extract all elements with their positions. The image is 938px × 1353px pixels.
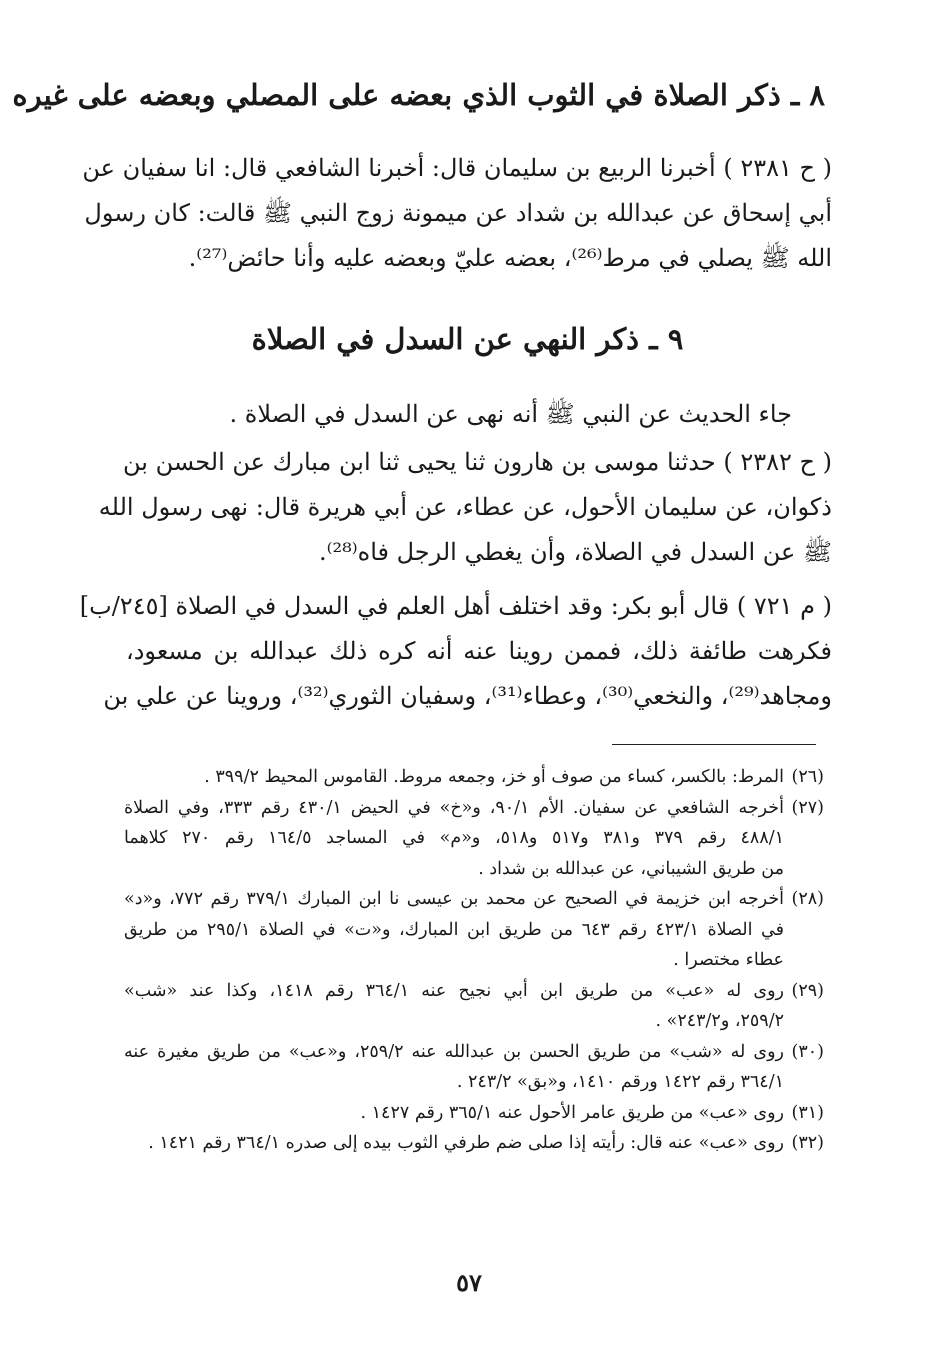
- footnote-27: [124, 793, 824, 885]
- text-line: جاء الحديث عن النبي ﷺ أنه نهى عن السدل في الصلاة .: [229, 400, 792, 428]
- footnote-number: (٢٩): [791, 980, 824, 1001]
- footnote-26: [124, 762, 824, 793]
- footnote-number: (٣٢): [791, 1133, 824, 1153]
- footnote-number: (٢٧): [791, 797, 824, 818]
- text-line: ﷺ عن السدل في الصلاة، وأن يغطي الرجل فاه⁽²⁸⁾.: [318, 538, 832, 566]
- footnote-line: ٢٥٩/٢، و٢٤٣/٢» .: [655, 1011, 784, 1031]
- page-number: ٥٧: [456, 1268, 482, 1297]
- footnote-line: في الصلاة ٤٢٣/١ رقم ٦٤٣ من طريق ابن المبارك، و«ت» في الصلاة ٢٩٥/١ من طريق: [124, 919, 784, 940]
- footnote-line: من طريق الشيباني، عن عبدالله بن شداد .: [478, 858, 784, 879]
- intro-paragraph: [126, 392, 832, 437]
- footnote-divider: [612, 744, 816, 745]
- footnote-32: [124, 1128, 824, 1159]
- issue-721-paragraph: [79, 584, 832, 719]
- footnote-line: المرط: بالكسر، كساء من صوف أو خز، وجمعه مروط. القاموس المحيط ٣٩٩/٢ .: [204, 767, 784, 787]
- text-line: الله ﷺ يصلي في مرط⁽²⁶⁾، بعضه عليّ وبعضه عليه وأنا حائض⁽²⁷⁾.: [188, 244, 832, 272]
- footnote-line: روى «عب» عنه قال: رأيته إذا صلى ضم طرفي الثوب بيده إلى صدره ٣٦٤/١ رقم ١٤٢١ .: [148, 1133, 784, 1153]
- footnote-29: [124, 976, 824, 1037]
- text-line: ( م ٧٢١ ) قال أبو بكر: وقد اختلف أهل العلم في السدل في الصلاة [٢٤٥/ب]: [79, 592, 832, 620]
- text-line: فكرهت طائفة ذلك، فممن روينا عنه أنه كره ذلك عبدالله بن مسعود،: [126, 637, 832, 665]
- text-line: ذكوان، عن سليمان الأحول، عن عطاء، عن أبي هريرة قال: نهى رسول الله: [98, 493, 832, 521]
- footnote-30: [124, 1037, 824, 1098]
- section-heading-8: ٨ ـ ذكر الصلاة في الثوب الذي بعضه على المصلي وبعضه على غيره: [12, 78, 825, 112]
- footnote-31: [124, 1098, 824, 1129]
- footnote-number: (٣٠): [791, 1041, 824, 1062]
- footnote-line: أخرجه ابن خزيمة في الصحيح عن محمد بن عيسى نا ابن المبارك ٣٧٩/١ رقم ٧٧٢، و«د»: [124, 889, 785, 909]
- footnotes-section: [124, 762, 824, 1159]
- text-line: ( ح ٢٣٨٢ ) حدثنا موسى بن هارون ثنا يحيى ثنا ابن مبارك عن الحسن بن: [123, 448, 832, 476]
- footnote-28: [124, 884, 824, 976]
- hadith-2381-paragraph: [82, 146, 832, 281]
- footnote-line: روى له «شب» من طريق الحسن بن عبدالله عنه ٢٥٩/٢، و«عب» من طريق مغيرة عنه: [124, 1041, 784, 1062]
- footnote-line: روى له «عب» من طريق ابن أبي نجيح عنه ٣٦٤/١ رقم ١٤١٨، وكذا عند «شب»: [124, 980, 784, 1001]
- footnote-line: عطاء مختصرا .: [673, 950, 784, 970]
- footnote-line: روى «عب» من طريق عامر الأحول عنه ٣٦٥/١ رقم ١٤٢٧ .: [360, 1102, 784, 1123]
- text-line: أبي إسحاق عن عبدالله بن شداد عن ميمونة زوج النبي ﷺ قالت: كان رسول: [84, 199, 832, 227]
- footnote-number: (٢٦): [791, 767, 824, 787]
- footnote-line: ٣٦٤/١ رقم ١٤٢٢ ورقم ١٤١٠، و«بق» ٢٤٣/٢ .: [456, 1072, 784, 1092]
- section-heading-9: ٩ ـ ذكر النهي عن السدل في الصلاة: [251, 322, 684, 356]
- footnote-line: أخرجه الشافعي عن سفيان. الأم ٩٠/١، و«خ» في الحيض ٤٣٠/١ رقم ٣٣٣، وفي الصلاة: [124, 797, 784, 818]
- footnote-number: (٣١): [791, 1102, 824, 1123]
- text-line: ومجاهد⁽²⁹⁾، والنخعي⁽³⁰⁾، وعطاء⁽³¹⁾، وسفيان الثوري⁽³²⁾، وروينا عن علي بن: [103, 682, 832, 710]
- footnote-line: ٤٨٨/١ رقم ٣٧٩ و٣٨١ و٥١٧ و٥١٨، و«م» في المساجد ١٦٤/٥ رقم ٢٧٠ كلاهما: [124, 828, 785, 848]
- hadith-2382-paragraph: [98, 440, 832, 575]
- footnote-number: (٢٨): [791, 889, 824, 909]
- text-line: ( ح ٢٣٨١ ) أخبرنا الربيع بن سليمان قال: أخبرنا الشافعي قال: انا سفيان عن: [82, 154, 832, 182]
